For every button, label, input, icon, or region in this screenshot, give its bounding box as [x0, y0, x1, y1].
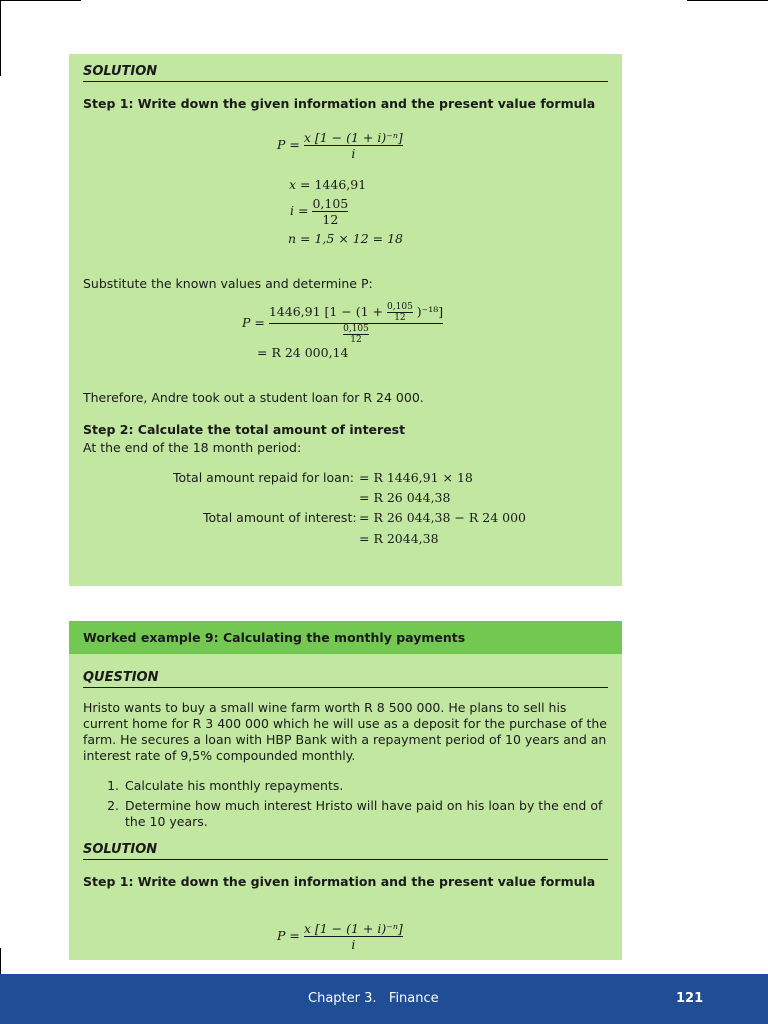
substitution-result: = R 24 000,14: [257, 345, 349, 360]
worked-example-header: Worked example 9: Calculating the monthly payments: [69, 621, 622, 654]
crop-mark: [0, 0, 1, 76]
pv-formula: P = $\frac{\text{x [1 − (1 + i)⁻ⁿ]}}{i}$: [277, 130, 403, 161]
crop-mark: [0, 948, 1, 976]
repaid-label: Total amount repaid for loan:: [173, 470, 354, 485]
interest-label: Total amount of interest:: [203, 510, 357, 525]
solution-title: SOLUTION: [83, 64, 608, 82]
substitute-text: Substitute the known values and determine P:: [83, 276, 373, 291]
question-title: QUESTION: [83, 670, 608, 688]
page-number: 121: [676, 991, 704, 1006]
step1-title: Step 1: Write down the given information and the present value formula: [83, 874, 596, 889]
question-list: [83, 778, 608, 830]
interest-eq1: = R 26 044,38 − R 24 000: [359, 510, 526, 525]
list-item: 2. Determine how much interest Hristo will have paid on his loan by the end of the 10 years.: [107, 798, 603, 829]
interest-eq2: = R 2044,38: [359, 531, 439, 546]
given-n: n = 1,5 × 12 = 18: [288, 231, 404, 246]
substitution-formula: P = 1446,91 [1 − (1 + $\frac{0,105}{12}$ )⁻¹⁸] $\frac{0,105}{12}$: [242, 302, 444, 345]
step2-intro: At the end of the 18 month period:: [83, 440, 302, 455]
repaid-eq1: = R 1446,91 × 18: [359, 470, 473, 485]
pv-formula: P = $\frac{\text{x [1 − (1 + i)⁻ⁿ]}}{i}$: [277, 921, 403, 952]
page-footer: [0, 974, 768, 1024]
therefore-text: Therefore, Andre took out a student loan for R 24 000.: [83, 390, 424, 405]
crop-mark: [0, 0, 81, 1]
given-x: x = 1446,91: [289, 177, 367, 192]
formula-numerator: x [1 − (1 + i)⁻ⁿ]: [303, 130, 403, 145]
crop-mark: [687, 0, 768, 1]
solution-box-1: [69, 54, 622, 586]
step2-title: Step 2: Calculate the total amount of interest: [83, 422, 406, 437]
chapter-title: Chapter 3. Finance: [308, 991, 439, 1006]
step1-title: Step 1: Write down the given information and the present value formula: [83, 96, 596, 111]
solution-title: SOLUTION: [83, 842, 608, 860]
list-item: 1. Calculate his monthly repayments.: [107, 778, 344, 793]
question-text: Hristo wants to buy a small wine farm worth R 8 500 000. He plans to sell his current home for R 3 400 000 which he will use as a deposit for the purchase of the farm. He secures a loan with HBP Bank with a repayment period of 10 years and an interest rate of 9,5% compounded monthly.: [83, 700, 607, 763]
worked-example-box: [69, 621, 622, 960]
given-i: i = $\frac{0,105}{12}$: [290, 196, 349, 227]
repaid-eq2: = R 26 044,38: [359, 490, 451, 505]
formula-denominator: i: [304, 145, 403, 161]
